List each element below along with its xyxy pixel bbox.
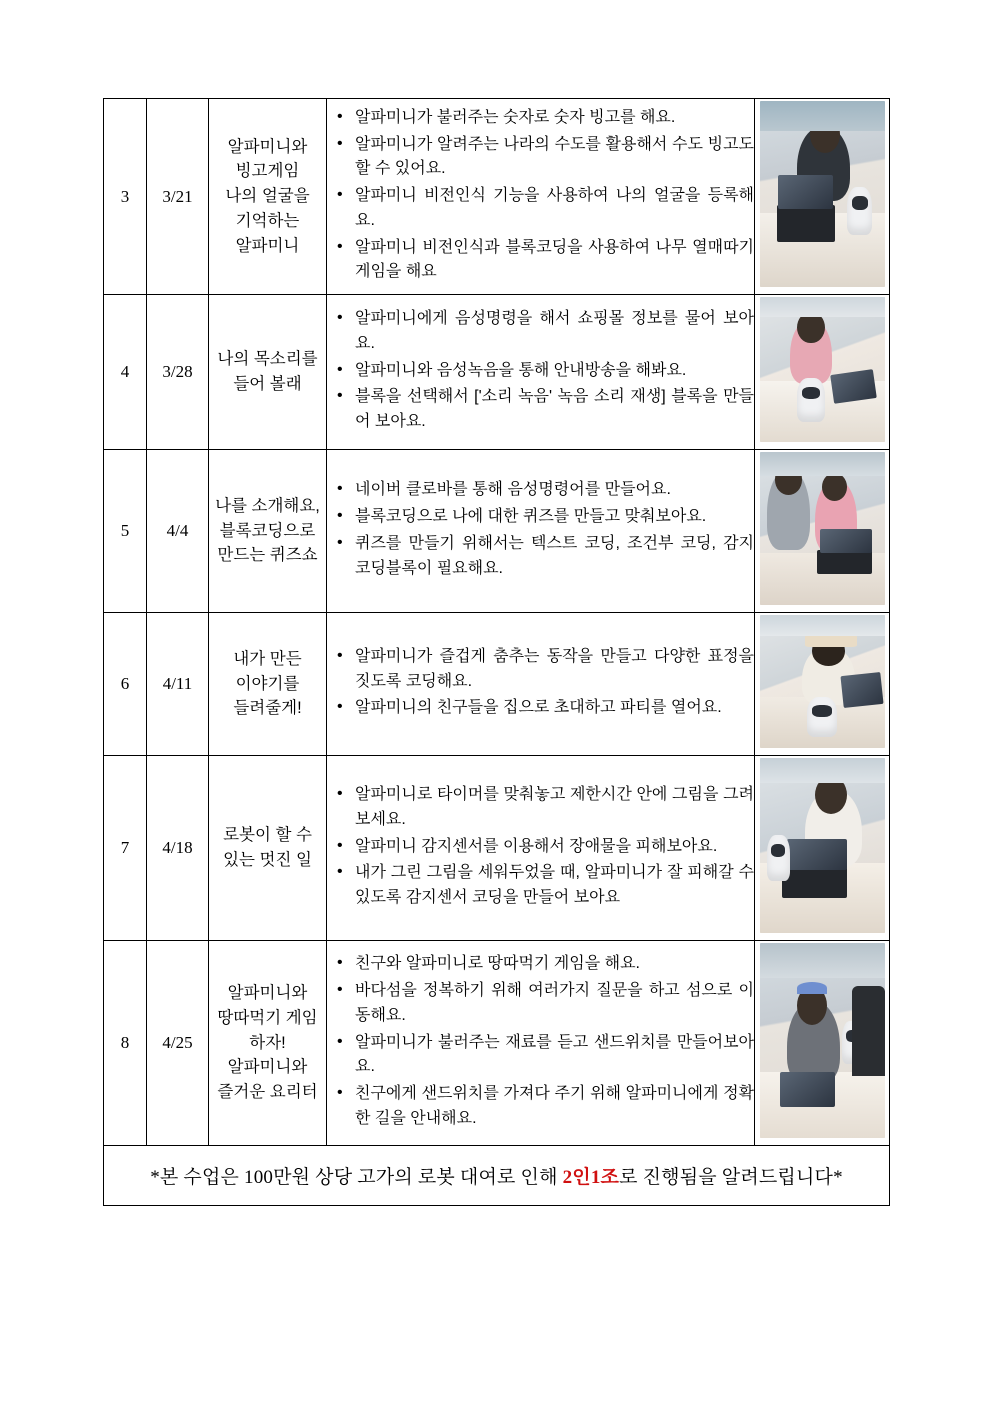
row-title [209,613,327,756]
row-number: 8 [104,941,147,1146]
table-row [104,756,890,941]
row-description [327,99,755,295]
footer-note-cell [104,1146,890,1206]
list-item: • 네이버 클로바를 통해 음성명령어를 만들어요. [355,478,754,503]
table-row [104,295,890,450]
title-line: 알파미니 [235,236,300,255]
title-line: 들려줄게! [233,699,302,718]
title-line: 알파미니와 [227,137,308,156]
footer-note-before: *본 수업은 100만원 상당 고가의 로봇 대여로 인해 [150,1167,563,1188]
list-item: • 알파미니에게 음성명령을 해서 쇼핑몰 정보를 물어 보아요. [355,307,754,357]
title-line: 나를 소개해요, [215,496,320,515]
footer-note-highlight: 2인1조 [562,1167,620,1188]
row-number: 6 [104,613,147,756]
row-date: 4/25 [147,941,209,1146]
title-line: 나의 얼굴을 [225,187,310,206]
title-line: 기억하는 [235,211,300,230]
schedule-table [103,98,890,1206]
title-line: 이야기를 [235,674,300,693]
title-line: 알파미니와 [227,984,308,1003]
footer-row [104,1146,890,1206]
row-photo-cell [755,295,890,450]
title-line: 즐거운 요리터 [217,1083,318,1102]
title-line: 만드는 퀴즈쇼 [217,546,318,565]
row-title [209,450,327,613]
list-item: • 내가 그린 그림을 세워두었을 때, 알파미니가 잘 피해갈 수 있도록 감지센서 코딩을 만들어 보아요 [355,861,754,911]
classroom-photo [760,101,885,287]
list-item: • 알파미니 감지센서를 이용해서 장애물을 피해보아요. [355,835,754,860]
list-item: • 친구와 알파미니로 땅따먹기 게임을 해요. [355,952,754,977]
footer-note-after: 로 진행됨을 알려드립니다* [619,1167,843,1188]
title-line: 빙고게임 [235,162,300,181]
title-line: 땅따먹기 게임 [217,1008,318,1027]
classroom-photo [760,452,885,605]
row-title [209,99,327,295]
list-item: • 퀴즈를 만들기 위해서는 텍스트 코딩, 조건부 코딩, 감지 코딩블록이 필요해요. [355,532,754,582]
title-line: 있는 멋진 일 [223,851,312,869]
row-photo-cell [755,941,890,1146]
list-item: • 알파미니가 불러주는 재료를 듣고 샌드위치를 만들어보아요. [355,1031,754,1081]
row-number: 5 [104,450,147,613]
list-item: • 알파미니가 즐겁게 춤추는 동작을 만들고 다양한 표정을 짓도록 코딩해요. [355,645,754,695]
row-date: 3/28 [147,295,209,450]
classroom-photo [760,943,885,1138]
schedule-sheet [103,98,889,1206]
row-photo-cell [755,99,890,295]
row-description [327,450,755,613]
row-photo-cell [755,613,890,756]
table-row [104,613,890,756]
list-item: • 블록을 선택해서 ['소리 녹음' 녹음 소리 재생] 블록을 만들어 보아요. [355,385,754,435]
row-description [327,756,755,941]
row-title [209,941,327,1146]
title-line: 알파미니와 [227,1058,308,1077]
title-line: 하자! [249,1033,286,1052]
list-item: • 알파미니와 음성녹음을 통해 안내방송을 해봐요. [355,359,754,384]
list-item: • 블록코딩으로 나에 대한 퀴즈를 만들고 맞춰보아요. [355,505,754,530]
row-description [327,941,755,1146]
row-number: 4 [104,295,147,450]
row-date: 4/11 [147,613,209,756]
row-photo-cell [755,756,890,941]
footer-note [150,1167,843,1188]
row-photo-cell [755,450,890,613]
row-date: 4/4 [147,450,209,613]
list-item: • 알파미니 비전인식과 블록코딩을 사용하여 나무 열매따기 게임을 해요 [355,236,754,286]
row-description [327,613,755,756]
table-row [104,941,890,1146]
title-line: 로봇이 할 수 [223,826,312,845]
row-title [209,756,327,941]
row-date: 4/18 [147,756,209,941]
list-item: • 알파미니로 타이머를 맞춰놓고 제한시간 안에 그림을 그려보세요. [355,783,754,833]
title-line: 내가 만든 [233,649,302,668]
table-row [104,99,890,295]
title-line: 블록코딩으로 [219,521,316,540]
list-item: • 알파미니 비전인식 기능을 사용하여 나의 얼굴을 등록해요. [355,184,754,234]
list-item: • 알파미니의 친구들을 집으로 초대하고 파티를 열어요. [355,696,754,721]
list-item: • 바다섬을 정복하기 위해 여러가지 질문을 하고 섬으로 이동해요. [355,979,754,1029]
classroom-photo [760,758,885,933]
table-row [104,450,890,613]
list-item: • 알파미니가 불러주는 숫자로 숫자 빙고를 해요. [355,106,754,131]
classroom-photo [760,297,885,442]
classroom-photo [760,615,885,748]
title-line: 들어 볼래 [233,375,302,393]
row-description [327,295,755,450]
row-title [209,295,327,450]
row-number: 7 [104,756,147,941]
title-line: 나의 목소리를 [217,350,318,369]
list-item: • 알파미니가 알려주는 나라의 수도를 활용해서 수도 빙고도 할 수 있어요. [355,133,754,183]
list-item: • 친구에게 샌드위치를 가져다 주기 위해 알파미니에게 정확한 길을 안내해요. [355,1082,754,1132]
row-number: 3 [104,99,147,295]
row-date: 3/21 [147,99,209,295]
